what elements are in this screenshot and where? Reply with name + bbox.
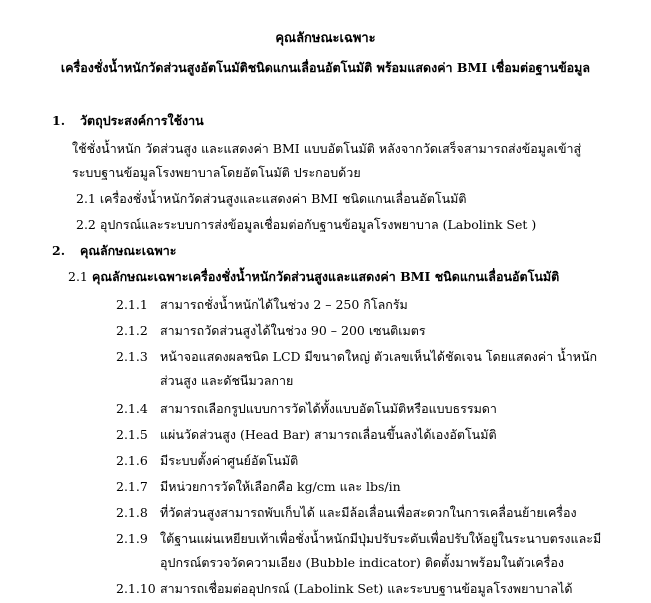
spec-text: แผ่นวัดส่วนสูง (Head Bar) สามารถเลื่อนขึ้นลงได้เองอัตโนมัติ bbox=[160, 427, 497, 442]
section-1-item-2-2: 2.2 อุปกรณ์และระบบการส่งข้อมูลเชื่อมต่อกับฐานข้อมูลโรงพยาบาล (Labolink Set ) bbox=[76, 217, 537, 232]
spec-text: สามารถเลือกรูปแบบการวัดได้ทั้งแบบอัตโนมัติหรือแบบธรรมดา bbox=[160, 401, 497, 416]
spec-text-continued: ส่วนสูง และดัชนีมวลกาย bbox=[160, 373, 294, 388]
spec-number: 2.1.10 bbox=[116, 581, 156, 596]
spec-text: สามารถชั่งน้ำหนักได้ในช่วง 2 – 250 กิโลกรัม bbox=[160, 297, 408, 312]
spec-number: 2.1.3 bbox=[116, 349, 148, 364]
spec-text: ใต้ฐานแผ่นเหยียบเท้าเพื่อชั่งน้ำหนักมีปุ่มปรับระดับเพื่อปรับให้อยู่ในระนาบตรงและมี bbox=[160, 531, 602, 546]
spec-number: 2.1.7 bbox=[116, 479, 148, 494]
section-2-heading: คุณลักษณะเฉพาะ bbox=[80, 243, 177, 258]
spec-number: 2.1.5 bbox=[116, 427, 148, 442]
doc-subtitle: เครื่องชั่งน้ำหนักวัดส่วนสูงอัตโนมัติชนิดแกนเลื่อนอัตโนมัติ พร้อมแสดงค่า BMI เชื่อมต่อฐานข้อมูล bbox=[60, 60, 591, 75]
doc-title: คุณลักษณะเฉพาะ bbox=[275, 31, 376, 46]
spec-text: สามารถวัดส่วนสูงได้ในช่วง 90 – 200 เซนติเมตร bbox=[160, 323, 426, 338]
spec-text: มีหน่วยการวัดให้เลือกคือ kg/cm และ lbs/in bbox=[160, 479, 401, 494]
section-1-paragraph-line-2: ระบบฐานข้อมูลโรงพยาบาลโดยอัตโนมัติ ประกอบด้วย bbox=[72, 165, 361, 180]
spec-number: 2.1.4 bbox=[116, 401, 148, 416]
spec-text: หน้าจอแสดงผลชนิด LCD มีขนาดใหญ่ ตัวเลขเห็นได้ชัดเจน โดยแสดงค่า น้ำหนัก bbox=[160, 349, 598, 364]
spec-number: 2.1.9 bbox=[116, 531, 148, 546]
subsection-2-1-number: 2.1 bbox=[68, 269, 88, 284]
section-1-heading: วัตถุประสงค์การใช้งาน bbox=[80, 113, 204, 128]
spec-number: 2.1.2 bbox=[116, 323, 148, 338]
spec-text: สามารถเชื่อมต่ออุปกรณ์ (Labolink Set) และระบบฐานข้อมูลโรงพยาบาลได้ bbox=[160, 581, 573, 596]
spec-text: มีระบบตั้งค่าศูนย์อัตโนมัติ bbox=[160, 453, 299, 468]
spec-number: 2.1.6 bbox=[116, 453, 148, 468]
spec-number: 2.1.1 bbox=[116, 297, 148, 312]
spec-text: ที่วัดส่วนสูงสามารถพับเก็บได้ และมีล้อเลื่อนเพื่อสะดวกในการเคลื่อนย้ายเครื่อง bbox=[160, 505, 577, 520]
section-1-paragraph-line-1: ใช้ชั่งน้ำหนัก วัดส่วนสูง และแสดงค่า BMI แบบอัตโนมัติ หลังจากวัดเสร็จสามารถส่งข้อมูลเข้าสู่ bbox=[72, 141, 582, 156]
subsection-2-1-heading: คุณลักษณะเฉพาะเครื่องชั่งน้ำหนักวัดส่วนสูงและแสดงค่า BMI ชนิดแกนเลื่อนอัตโนมัติ bbox=[92, 269, 560, 284]
section-1-item-2-1: 2.1 เครื่องชั่งน้ำหนักวัดส่วนสูงและแสดงค่า BMI ชนิดแกนเลื่อนอัตโนมัติ bbox=[76, 191, 467, 206]
section-1-number: 1. bbox=[52, 113, 66, 128]
spec-text-continued: อุปกรณ์ตรวจวัดความเอียง (Bubble indicator) ติดตั้งมาพร้อมในตัวเครื่อง bbox=[160, 555, 564, 570]
spec-number: 2.1.8 bbox=[116, 505, 148, 520]
section-2-number: 2. bbox=[52, 243, 66, 258]
